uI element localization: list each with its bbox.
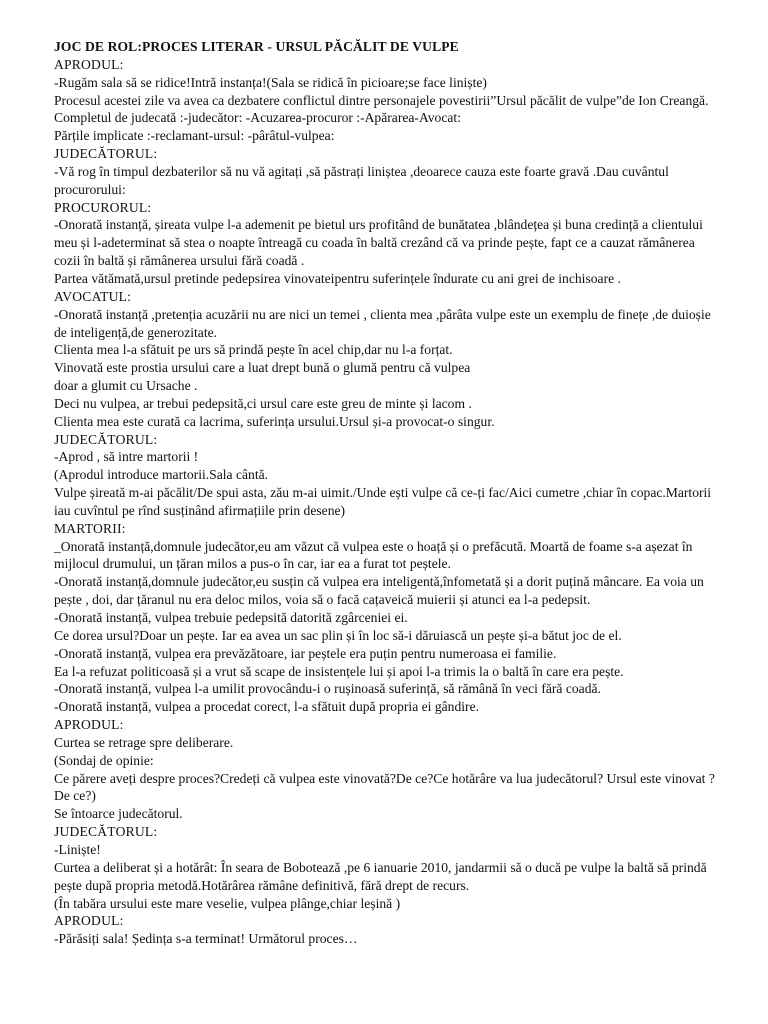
dialogue-line: -Onorată instanță ,pretenția acuzării nu are nici un temei , clienta mea ,pârâta vulpe este un exemplu de finețe ,de duioșie de inteligență,de generozitate. bbox=[54, 306, 711, 340]
dialogue-line: -Onorată instanță, șireata vulpe l-a ademenit pe bietul urs profitând de bunătatea ,blândețea și buna credință a clientului meu și l-adeterminat să stea o noapte întreagă cu coada în baltă crezând că va prinde pește, fapt ce a cauzat rămânerea cozii în baltă și rămânerea ursului fără coadă . bbox=[54, 217, 703, 269]
dialogue-line: Părțile implicate :-reclamant-ursul: -pârâtul-vulpea: bbox=[54, 128, 335, 144]
dialogue-line: Clienta mea l-a sfătuit pe urs să prindă pește în acel chip,dar nu l-a forțat. bbox=[54, 342, 453, 358]
speaker-label: JUDECĂTORUL: bbox=[54, 824, 158, 840]
dialogue-line: -Liniște! bbox=[54, 841, 101, 857]
dialogue-line: Completul de judecată :-judecător: -Acuzarea-procuror :-Apărarea-Avocat: bbox=[54, 110, 461, 126]
speaker-label: PROCURORUL: bbox=[54, 199, 152, 215]
document-page bbox=[54, 38, 718, 948]
dialogue-line: Vulpe șireată m-ai păcălit/De spui asta, zău m-ai uimit./Unde ești vulpe că ce-ți fac/Aici cumetre ,chiar în copac.Martorii iau cuvîntul pe rînd susținând afirmațiile prin desene) bbox=[54, 485, 712, 518]
dialogue-line: Ce părere aveți despre proces?Credeți că vulpea este vinovată?De ce?Ce hotărâre va lua judecătorul? Ursul este vinovat ? De ce?) bbox=[54, 770, 715, 804]
dialogue-line: (În tabăra ursului este mare veselie, vulpea plânge,chiar leșină ) bbox=[54, 895, 401, 911]
dialogue-line: _Onorată instanță,domnule judecător,eu am văzut că vulpea este o hoață și o prefăcută. Moartă de foame s-a așezat în mijlocul drumului, un țăran milos a pus-o în car, iar ea a furat tot peștele. bbox=[54, 538, 693, 572]
dialogue-line: Curtea a deliberat și a hotărât: În seara de Bobotează ,pe 6 ianuarie 2010, jandarmii să o ducă pe vulpe la baltă să prindă pește după propria metodă.Hotărârea rămâne definitivă, fără drept de recurs. bbox=[54, 859, 707, 893]
dialogue-line: Ea l-a refuzat politicoasă și a vrut să scape de insistențele lui și apoi l-a trimis la o baltă în care era pește. bbox=[54, 663, 624, 679]
dialogue-line: -Rugăm sala să se ridice!Intră instanța!(Sala se ridică în picioare;se face liniște) bbox=[54, 74, 487, 90]
speaker-label: APRODUL: bbox=[54, 913, 124, 929]
dialogue-line: Ce dorea ursul?Doar un pește. Iar ea avea un sac plin și în loc să-i dăruiască un pește și-a bătut joc de el. bbox=[54, 627, 622, 643]
speaker-label: MARTORII: bbox=[54, 520, 126, 536]
document-body bbox=[54, 56, 718, 948]
dialogue-line: -Vă rog în timpul dezbaterilor să nu vă agitați ,să păstrați liniștea ,deoarece cauza este foarte gravă .Dau cuvântul procurorului: bbox=[54, 163, 669, 197]
dialogue-line: doar a glumit cu Ursache . bbox=[54, 378, 198, 394]
dialogue-line: -Părăsiți sala! Ședința s-a terminat! Următorul proces… bbox=[54, 931, 358, 947]
speaker-label: JUDECĂTORUL: bbox=[54, 431, 158, 447]
dialogue-line: -Onorată instanță, vulpea a procedat corect, l-a sfătuit după propria ei gândire. bbox=[54, 699, 479, 715]
dialogue-line: Partea vătămată,ursul pretinde pedepsirea vinovateipentru suferințele îndurate cu ani grei de inchisoare . bbox=[54, 270, 621, 286]
dialogue-line: (Aprodul introduce martorii.Sala cântă. bbox=[54, 467, 269, 483]
dialogue-line: (Sondaj de opinie: bbox=[54, 752, 154, 768]
dialogue-line: -Onorată instanță, vulpea trebuie pedepsită datorită zgârceniei ei. bbox=[54, 610, 408, 625]
dialogue-line: Se întoarce judecătorul. bbox=[54, 806, 183, 822]
dialogue-line: Clienta mea este curată ca lacrima, suferința ursului.Ursul și-a provocat-o singur. bbox=[54, 413, 495, 429]
dialogue-line: Vinovată este prostia ursului care a luat drept bună o glumă pentru că vulpea bbox=[54, 360, 471, 376]
speaker-label: APRODUL: bbox=[54, 717, 124, 733]
dialogue-line: Procesul acestei zile va avea ca dezbatere conflictul dintre personajele povestirii”Ursul păcălit de vulpe”de Ion Creangă. bbox=[54, 92, 709, 108]
dialogue-line: -Onorată instanță, vulpea era prevăzătoare, iar peștele era puțin pentru numeroasa ei familie. bbox=[54, 645, 557, 661]
dialogue-line: -Aprod , să intre martorii ! bbox=[54, 449, 199, 465]
dialogue-line: Curtea se retrage spre deliberare. bbox=[54, 734, 234, 750]
speaker-label: APRODUL: bbox=[54, 56, 124, 72]
speaker-label: JUDECĂTORUL: bbox=[54, 146, 158, 162]
document-title: JOC DE ROL:PROCES LITERAR - URSUL PĂCĂLIT DE VULPE bbox=[54, 39, 459, 54]
speaker-label: AVOCATUL: bbox=[54, 288, 132, 304]
dialogue-line: Deci nu vulpea, ar trebui pedepsită,ci ursul care este greu de minte și lacom . bbox=[54, 395, 472, 411]
dialogue-line: -Onorată instanță, vulpea l-a umilit provocându-i o rușinoasă suferință, să rămână în veci fără coadă. bbox=[54, 681, 601, 697]
dialogue-line: -Onorată instanță,domnule judecător,eu susțin că vulpea era inteligentă,înfometată și a dorit puțină mâncare. Ea voia un pește , doi, dar țăranul nu era deloc milos, voia să o facă cațaveică muierii și atunci ea l-a pedepsit. bbox=[54, 574, 704, 608]
